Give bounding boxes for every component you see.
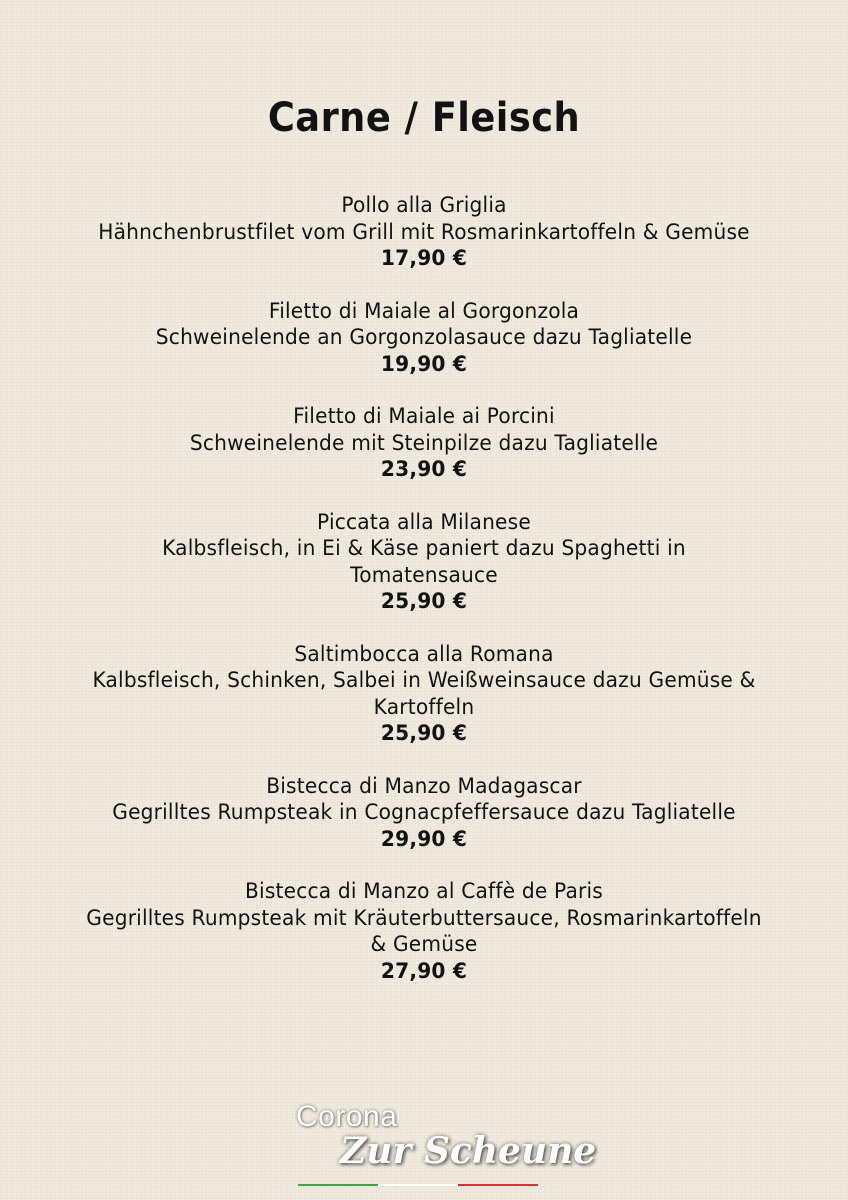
dish-name: Filetto di Maiale al Gorgonzola xyxy=(268,298,580,323)
dish-name: Saltimbocca alla Romana xyxy=(294,641,554,666)
menu-list xyxy=(24,192,824,1010)
dish-description: Schweinelende mit Steinpilze dazu Tagliatelle xyxy=(189,430,659,455)
flag-stripe-segment xyxy=(458,1184,538,1186)
dish-name: Bistecca di Manzo Madagascar xyxy=(266,773,582,798)
dish-price: 27,90 € xyxy=(380,958,468,983)
page-title: Carne / Fleisch xyxy=(267,95,581,141)
flag-stripe-segment xyxy=(378,1184,458,1186)
menu-item xyxy=(24,298,824,378)
dish-description: Hähnchenbrustfilet vom Grill mit Rosmarinkartoffeln & Gemüse xyxy=(98,219,750,244)
dish-price: 23,90 € xyxy=(380,457,468,481)
dish-name: Bistecca di Manzo al Caffè de Paris xyxy=(245,879,603,903)
dish-price: 29,90 € xyxy=(380,826,468,851)
dish-description: Schweinelende an Gorgonzolasauce dazu Tagliatelle xyxy=(155,325,693,349)
menu-item xyxy=(24,773,824,853)
dish-description: Kalbsfleisch, Schinken, Salbei in Weißweinsauce dazu Gemüse & xyxy=(92,668,756,692)
dish-description: Gegrilltes Rumpsteak in Cognacpfeffersauce dazu Tagliatelle xyxy=(112,800,736,824)
italian-flag-stripe xyxy=(298,1184,538,1186)
dish-price: 25,90 € xyxy=(380,589,468,613)
dish-description: & Gemüse xyxy=(370,932,478,956)
dish-description: Kalbsfleisch, in Ei & Käse paniert dazu Spaghetti in xyxy=(162,536,686,560)
dish-price: 25,90 € xyxy=(380,721,468,745)
logo-corona-text: Corona xyxy=(296,1100,398,1133)
dish-price: 17,90 € xyxy=(380,246,468,270)
dish-name: Pollo alla Griglia xyxy=(341,193,507,217)
menu-item xyxy=(24,641,824,747)
dish-name: Piccata alla Milanese xyxy=(317,509,531,534)
menu-item xyxy=(24,403,824,483)
dish-description: Kartoffeln xyxy=(373,694,475,719)
dish-description: Tomatensauce xyxy=(350,562,498,587)
dish-name: Filetto di Maiale ai Porcini xyxy=(293,404,555,428)
menu-item xyxy=(24,878,824,984)
dish-price: 19,90 € xyxy=(380,351,468,376)
menu-item xyxy=(24,509,824,615)
flag-stripe-segment xyxy=(298,1184,378,1186)
menu-item xyxy=(24,192,824,272)
dish-description: Gegrilltes Rumpsteak mit Kräuterbuttersauce, Rosmarinkartoffeln xyxy=(86,905,762,930)
logo-scheune-text: Zur Scheune xyxy=(340,1130,597,1172)
restaurant-logo xyxy=(296,1100,597,1190)
